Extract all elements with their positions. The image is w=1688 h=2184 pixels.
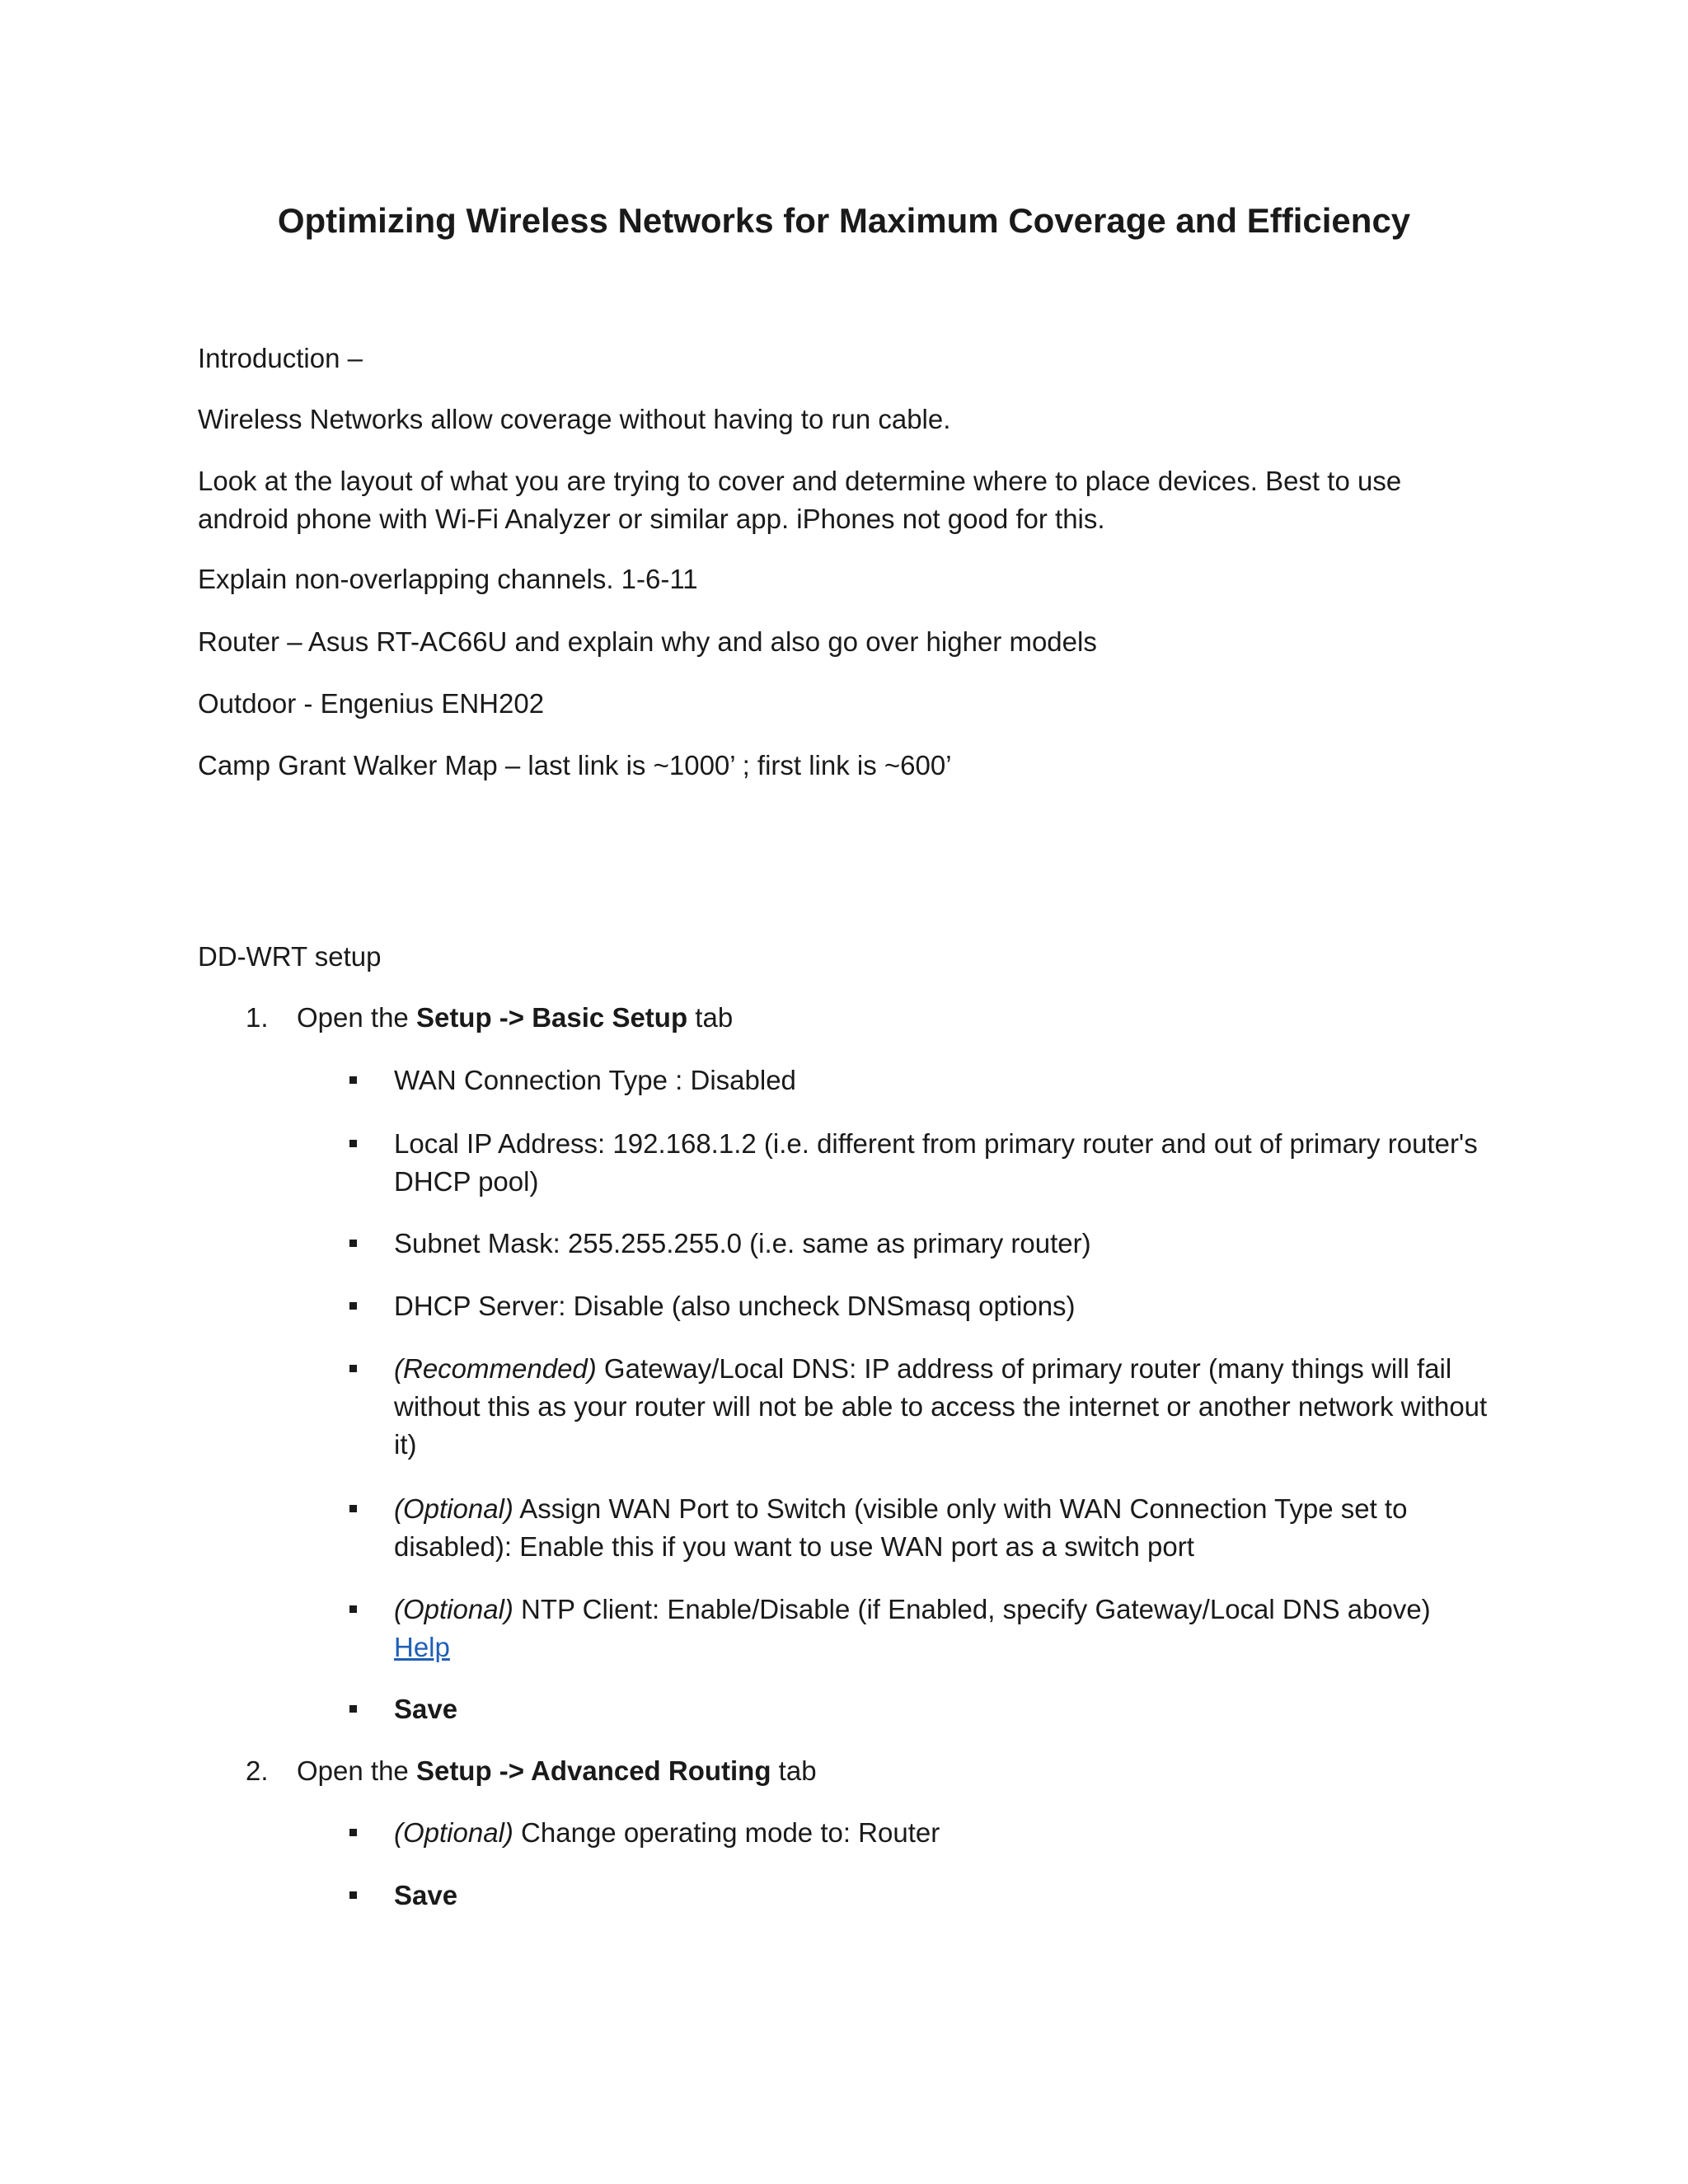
operating-mode-text: Change operating mode to: Router	[513, 1817, 940, 1848]
bullet-text: DHCP Server: Disable (also uncheck DNSmasq options)	[394, 1291, 1076, 1321]
step-2-suffix: tab	[771, 1755, 817, 1786]
intro-paragraph-5: Outdoor - Engenius ENH202	[198, 688, 545, 719]
intro-paragraph-6: Camp Grant Walker Map – last link is ~1000’ ; first link is ~600’	[198, 750, 952, 780]
intro-paragraph-3: Explain non-overlapping channels. 1-6-11	[198, 564, 698, 594]
gateway-dns-text: Gateway/Local DNS: IP address of primary router (many things will fail without this as your router will not be able to access the internet or another network without it)	[394, 1353, 1488, 1460]
help-link[interactable]: Help	[394, 1632, 450, 1662]
square-bullet-icon	[349, 1829, 357, 1836]
square-bullet-icon	[349, 1302, 357, 1310]
bullet-text	[394, 1490, 1498, 1566]
intro-paragraph-1: Wireless Networks allow coverage without having to run cable.	[198, 404, 951, 434]
intro-paragraph-4: Router – Asus RT-AC66U and explain why and also go over higher models	[198, 626, 1097, 657]
step-1-suffix: tab	[687, 1002, 734, 1033]
bullet-text: Subnet Mask: 255.255.255.0 (i.e. same as primary router)	[394, 1228, 1091, 1258]
bullet-text	[394, 1350, 1498, 1464]
optional-label: (Optional)	[394, 1817, 513, 1848]
square-bullet-icon	[349, 1140, 357, 1147]
step-1-prefix: Open the	[297, 1002, 416, 1033]
step-1-text	[297, 999, 733, 1037]
optional-label: (Optional)	[394, 1493, 513, 1524]
step-2-text	[297, 1752, 817, 1790]
square-bullet-icon	[349, 1505, 357, 1512]
ddwrt-heading: DD-WRT setup	[198, 941, 382, 972]
step-2-number: 2.	[246, 1755, 269, 1786]
document-title: Optimizing Wireless Networks for Maximum Coverage and Efficiency	[277, 201, 1411, 240]
square-bullet-icon	[349, 1076, 357, 1084]
wan-port-text: Assign WAN Port to Switch (visible only with WAN Connection Type set to disabled): Enable this if you want to use WAN port as a switch port	[394, 1493, 1408, 1562]
bullet-text: Local IP Address: 192.168.1.2 (i.e. different from primary router and out of primary router's DHCP pool)	[394, 1128, 1478, 1197]
intro-heading: Introduction –	[198, 343, 363, 373]
square-bullet-icon	[349, 1240, 357, 1247]
square-bullet-icon	[349, 1365, 357, 1372]
step-1-menu-path: Setup -> Basic Setup	[415, 1002, 688, 1033]
bullet-text	[394, 1591, 1498, 1666]
step-2-menu-path: Setup -> Advanced Routing	[415, 1755, 771, 1786]
recommended-label: (Recommended)	[394, 1353, 597, 1384]
bullet-text: WAN Connection Type : Disabled	[394, 1065, 796, 1095]
save-text: Save	[394, 1880, 458, 1910]
square-bullet-icon	[349, 1891, 357, 1899]
optional-label: (Optional)	[394, 1594, 513, 1624]
step-1-number: 1.	[246, 1002, 269, 1033]
square-bullet-icon	[349, 1605, 357, 1613]
step-2-prefix: Open the	[297, 1755, 416, 1786]
square-bullet-icon	[349, 1705, 357, 1713]
bullet-text	[394, 1814, 1498, 1852]
ntp-client-text: NTP Client: Enable/Disable (if Enabled, specify Gateway/Local DNS above)	[513, 1594, 1431, 1624]
save-text: Save	[394, 1694, 458, 1724]
intro-paragraph-2: Look at the layout of what you are trying to cover and determine where to place devices. Best to use android phone with Wi-Fi Analyzer or similar app. iPhones not good for this.	[198, 466, 1402, 534]
